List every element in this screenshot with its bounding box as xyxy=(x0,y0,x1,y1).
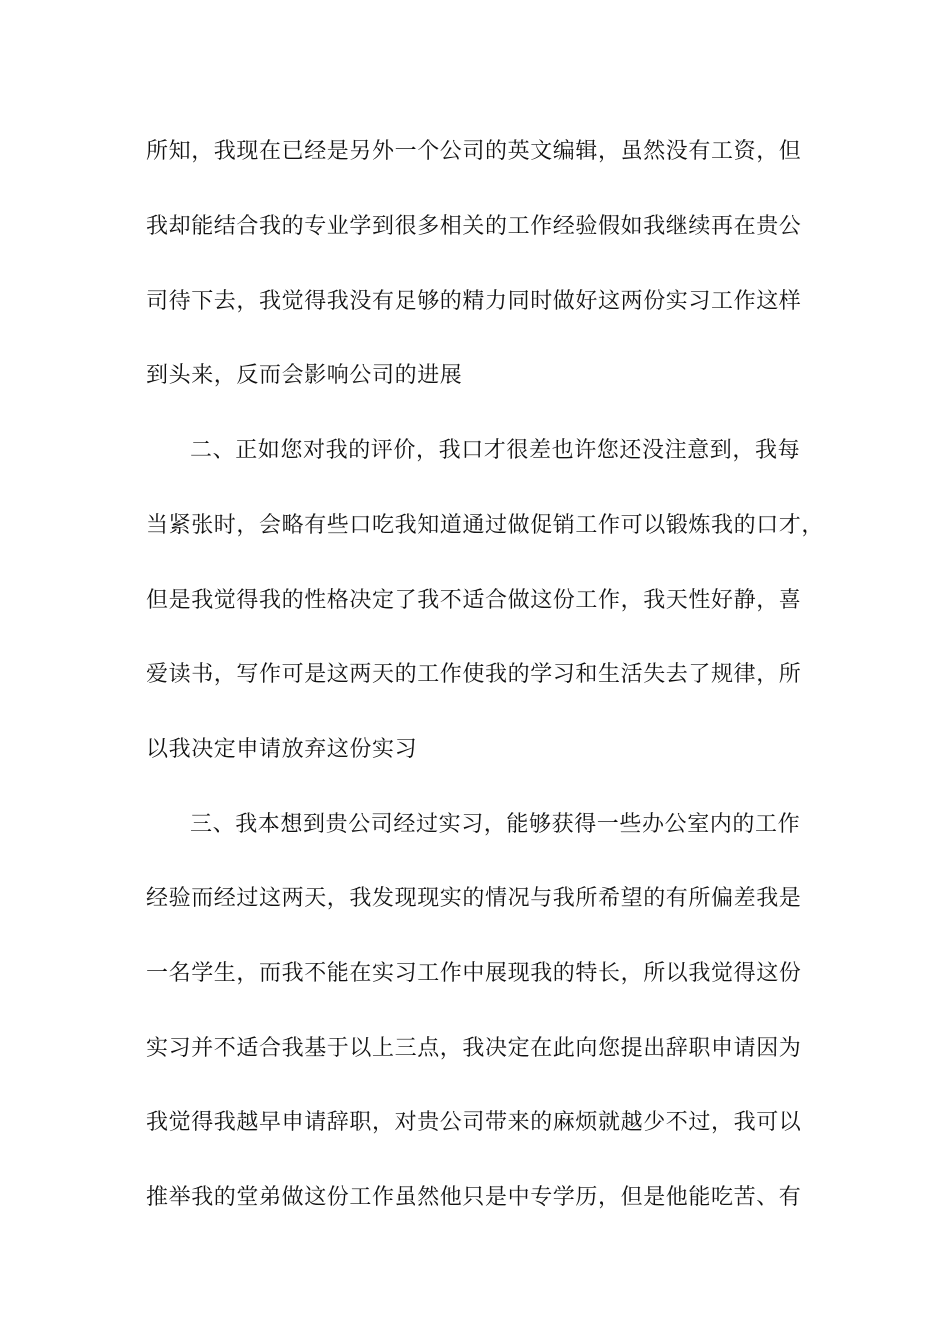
text-line: 所知，我现在已经是另外一个公司的英文编辑，虽然没有工资，但 xyxy=(146,139,802,164)
text-line: 以我决定申请放弃这份实习 xyxy=(146,737,418,762)
paragraph-first-line: 二、正如您对我的评价，我口才很差也许您还没注意到，我每 xyxy=(190,438,801,463)
paragraph-first-line: 三、我本想到贵公司经过实习，能够获得一些办公室内的工作 xyxy=(190,812,801,837)
text-line: 我觉得我越早申请辞职，对贵公司带来的麻烦就越少不过，我可以 xyxy=(146,1110,802,1135)
text-line: 推举我的堂弟做这份工作虽然他只是中专学历，但是他能吃苦、有 xyxy=(146,1185,802,1210)
text-line: 实习并不适合我基于以上三点，我决定在此向您提出辞职申请因为 xyxy=(146,1036,802,1061)
text-line: 一名学生，而我不能在实习工作中展现我的特长，所以我觉得这份 xyxy=(146,961,802,986)
text-line: 爱读书，写作可是这两天的工作使我的学习和生活失去了规律，所 xyxy=(146,662,802,687)
text-line: 当紧张时，会略有些口吃我知道通过做促销工作可以锻炼我的口才， xyxy=(146,513,825,538)
text-line: 但是我觉得我的性格决定了我不适合做这份工作，我天性好静，喜 xyxy=(146,588,802,613)
text-line: 我却能结合我的专业学到很多相关的工作经验假如我继续再在贵公 xyxy=(146,214,802,239)
text-line: 司待下去，我觉得我没有足够的精力同时做好这两份实习工作这样 xyxy=(146,289,802,314)
text-line: 到头来，反而会影响公司的进展 xyxy=(146,363,463,388)
text-line: 经验而经过这两天，我发现现实的情况与我所希望的有所偏差我是 xyxy=(146,886,802,911)
